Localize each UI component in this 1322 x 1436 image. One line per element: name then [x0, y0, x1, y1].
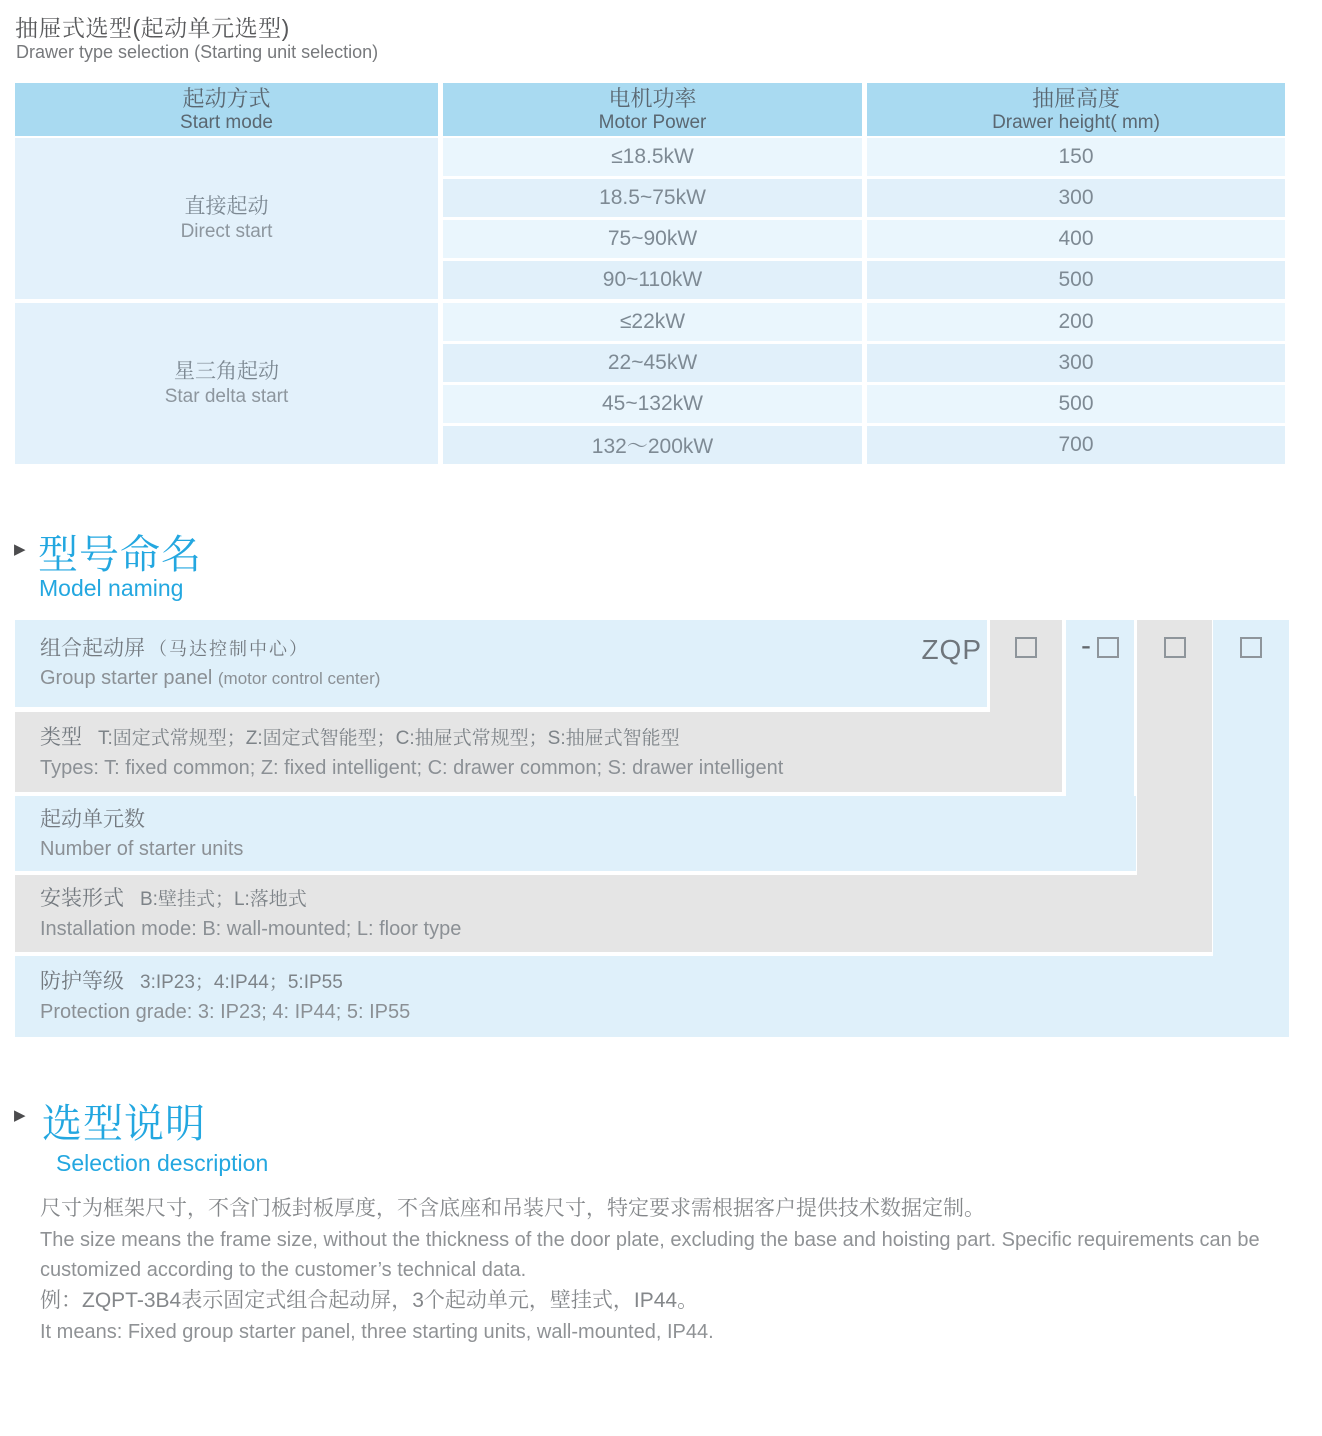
- diagram-connector-units: [1066, 620, 1134, 871]
- power-cell: 132～200kW: [443, 426, 862, 464]
- height-cell: 500: [867, 261, 1285, 299]
- power-cell: ≤22kW: [443, 303, 862, 341]
- mode-en: Star delta start: [164, 386, 289, 407]
- height-cell: 150: [867, 138, 1285, 176]
- row-label-en: Protection grade: 3: IP23; 4: IP44; 5: IP55: [40, 1001, 411, 1023]
- diagram-row-group-starter-panel: [15, 620, 987, 707]
- row-label-en: Types: T: fixed common; Z: fixed intelligent; C: drawer common; S: drawer intelligent: [40, 756, 784, 779]
- power-cell: 75~90kW: [443, 220, 862, 258]
- drawer-selection-table: [15, 83, 1285, 464]
- description-line-en: The size means the frame size, without the thickness of the door plate, excluding the base and hoisting part. Specific requirements can be customized according to the customer’s technical data.: [40, 1229, 1260, 1281]
- height-cell: 400: [867, 220, 1285, 258]
- height-cell: 700: [867, 426, 1285, 464]
- header-drawer-height-en: Drawer height( mm): [992, 111, 1160, 133]
- row-label-zh-detail: B:壁挂式；L:落地式: [140, 889, 307, 910]
- row-label-zh-label: 安装形式: [40, 887, 124, 910]
- diagram-row-starter-units: [15, 796, 1136, 871]
- table-body: [15, 138, 1285, 464]
- header-motor-power-zh: 电机功率: [608, 85, 697, 111]
- diagram-connector-protection: [1213, 620, 1289, 1037]
- power-cell: 45~132kW: [443, 385, 862, 423]
- table-row: [443, 426, 1285, 464]
- section-marker-icon: ▶: [14, 541, 26, 558]
- height-cell: 300: [867, 344, 1285, 382]
- code-box-type: [1015, 637, 1037, 658]
- row-label-zh: 起动单元数: [40, 807, 145, 831]
- section-marker-icon: ▶: [14, 1107, 26, 1124]
- mode-cell-direct-start: [15, 138, 438, 299]
- table-row: [443, 220, 1285, 258]
- row-label-zh-label: 类型: [40, 725, 82, 749]
- table-group-rows: [443, 138, 1285, 299]
- section-subtitle-selection-description: Selection description: [56, 1150, 269, 1176]
- mode-cell-star-delta: [15, 303, 438, 464]
- table-header-drawer-height: [867, 83, 1285, 136]
- description-line-en: It means: Fixed group starter panel, three starting units, wall-mounted, IP44.: [40, 1321, 714, 1343]
- mode-en: Direct start: [180, 221, 273, 242]
- row-label-zh-sub: （马达控制中心）: [149, 639, 309, 659]
- header-drawer-height-zh: 抽屉高度: [1031, 85, 1120, 111]
- table-group-direct-start: [15, 138, 1285, 299]
- table-row: [443, 303, 1285, 341]
- row-label-zh-main: 组合起动屏: [40, 637, 145, 660]
- table-row: [443, 344, 1285, 382]
- table-row: [443, 138, 1285, 176]
- row-label-zh: [40, 884, 1212, 915]
- table-header-motor-power: [443, 83, 862, 136]
- model-code-dash: -: [1081, 629, 1091, 662]
- mode-zh: 星三角起动: [174, 360, 279, 383]
- row-label-zh-detail: T:固定式常规型；Z:固定式智能型；C:抽屉式常规型；S:抽屉式智能型: [98, 727, 680, 749]
- mode-zh: 直接起动: [184, 195, 269, 218]
- table-row: [443, 261, 1285, 299]
- height-cell: 300: [867, 179, 1285, 217]
- row-label-zh: [40, 634, 987, 664]
- header-start-mode-zh: 起动方式: [182, 85, 271, 111]
- power-cell: ≤18.5kW: [443, 138, 862, 176]
- row-label-zh: [40, 967, 1289, 998]
- table-row: [443, 385, 1285, 423]
- power-cell: 22~45kW: [443, 344, 862, 382]
- table-header-row: [15, 83, 1285, 136]
- power-cell: 18.5~75kW: [443, 179, 862, 217]
- power-cell: 90~110kW: [443, 261, 862, 299]
- model-code: ZQP: [921, 634, 982, 665]
- header-motor-power-en: Motor Power: [598, 111, 707, 133]
- section-subtitle-model-naming: Model naming: [39, 575, 184, 601]
- row-label-en-sub: (motor control center): [217, 669, 381, 688]
- diagram-connector-type: [990, 620, 1062, 792]
- diagram-connector-installation: [1137, 620, 1212, 952]
- diagram-row-types: [15, 712, 1062, 792]
- description-line-zh: 例：ZQPT-3B4表示固定式组合起动屏，3个起动单元，壁挂式，IP44。: [40, 1289, 699, 1312]
- code-box-protection: [1240, 637, 1262, 658]
- height-cell: 500: [867, 385, 1285, 423]
- code-box-installation: [1164, 637, 1186, 658]
- model-naming-diagram: [15, 620, 1289, 1037]
- selection-description-body: [40, 1193, 1294, 1347]
- section-title-model-naming: 型号命名: [38, 533, 202, 577]
- description-line-zh: 尺寸为框架尺寸，不含门板封板厚度，不含底座和吊装尺寸，特定要求需根据客户提供技术数据定制。: [40, 1197, 985, 1220]
- row-label-en: [40, 664, 987, 693]
- section-title-selection-description: 选型说明: [42, 1102, 206, 1146]
- row-label-en: Number of starter units: [40, 837, 244, 860]
- code-box-units: [1097, 637, 1119, 658]
- row-label-en: Installation mode: B: wall-mounted; L: floor type: [40, 918, 462, 940]
- row-label-zh: [40, 723, 1062, 754]
- doc-subtitle: Drawer type selection (Starting unit selection): [16, 42, 379, 62]
- diagram-row-protection-grade: [15, 956, 1289, 1037]
- table-header-start-mode: [15, 83, 438, 136]
- doc-title: 抽屉式选型(起动单元选型): [15, 15, 290, 41]
- diagram-row-installation-mode: [15, 875, 1212, 952]
- height-cell: 200: [867, 303, 1285, 341]
- header-start-mode-en: Start mode: [180, 111, 273, 133]
- row-label-en-main: Group starter panel: [40, 667, 213, 689]
- table-group-rows: [443, 303, 1285, 464]
- row-label-zh-detail: 3:IP23；4:IP44；5:IP55: [140, 972, 343, 993]
- row-label-zh-label: 防护等级: [40, 970, 124, 993]
- table-row: [443, 179, 1285, 217]
- table-group-star-delta-start: [15, 303, 1285, 464]
